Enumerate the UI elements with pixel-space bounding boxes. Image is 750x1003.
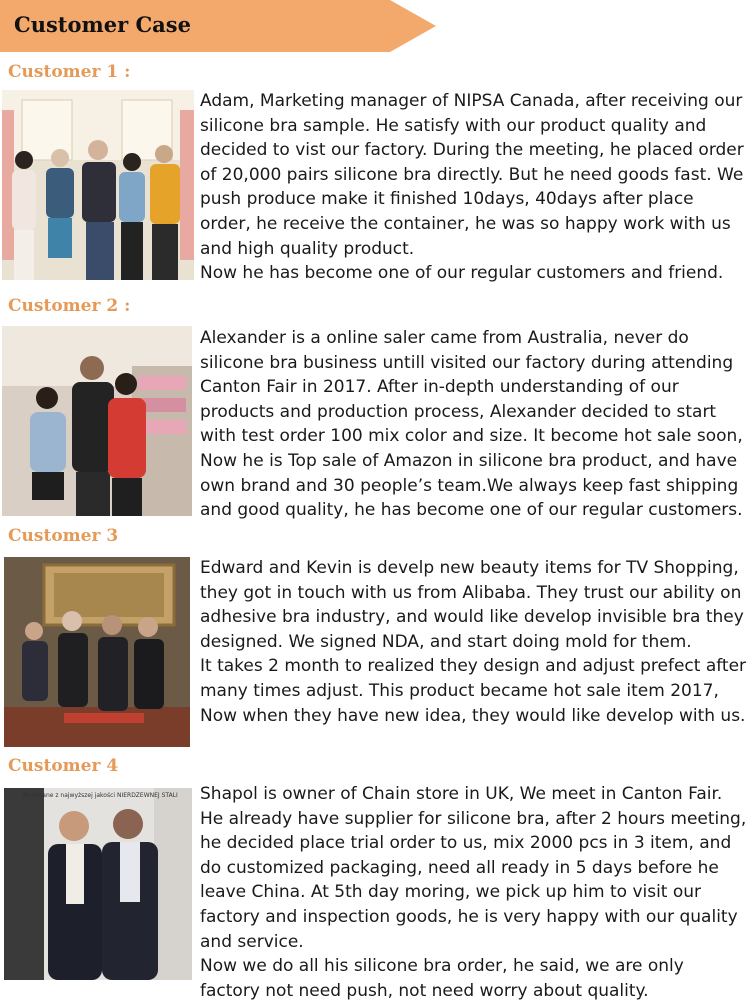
case-label-3: Customer 3 — [8, 526, 119, 546]
customer-3-photo — [4, 557, 190, 747]
page-title: Customer Case — [14, 12, 191, 37]
case-4-text — [200, 782, 748, 1003]
photo-sign-text: Wykonane z najwyższej jakości NIERDZEWNEJ STALI — [22, 792, 178, 799]
group-photo-icon — [2, 326, 192, 516]
case-3-text — [200, 556, 748, 728]
case-label-1: Customer 1 : — [8, 62, 131, 82]
case-label-2: Customer 2 : — [8, 296, 131, 316]
case-label-4: Customer 4 — [8, 756, 119, 776]
customer-4-photo — [4, 788, 192, 980]
case-3-paragraph-1: Edward and Kevin is develp new beauty items for TV Shopping, they got in touch with us from Alibaba. They trust our ability on adhesive bra industry, and would like develop invisible bra they designed. We signed NDA, and start doing mold for them. — [200, 558, 744, 652]
customer-1-photo — [2, 90, 194, 280]
case-1-text — [200, 89, 748, 286]
case-3-paragraph-2: It takes 2 month to realized they design and adjust prefect after many times adjust. This product became hot sale item 2017, Now when they have new idea, they would like develop with us. — [200, 656, 747, 726]
group-photo-icon — [4, 788, 192, 980]
case-4-paragraph-1: Shapol is owner of Chain store in UK, We meet in Canton Fair. He already have supplier for silicone bra, after 2 hours meeting, he decided place trial order to us, mix 2000 pcs in 3 item, and do customized packaging, need all ready in 5 days before he leave China. At 5th day moring, we pick up him to visit our factory and inspection goods, he is very happy with our quality and service. — [200, 784, 747, 952]
case-1-paragraph-2: Now he has become one of our regular customers and friend. — [200, 263, 724, 284]
case-4-paragraph-2: Now we do all his silicone bra order, he said, we are only factory not need push, not need worry about quality. — [200, 956, 684, 1001]
group-photo-icon — [2, 90, 194, 280]
case-2-text — [200, 326, 748, 523]
case-1-paragraph-1: Adam, Marketing manager of NIPSA Canada, after receiving our silicone bra sample. He satisfy with our product quality and decided to vist our factory. During the meeting, he placed order of 20,000 pairs silicone bra directly. But he need goods fast. We push produce make it finished 10days, 40days after place order, he receive the container, he was so happy work with us and high quality product. — [200, 91, 744, 259]
customer-2-photo — [2, 326, 192, 516]
case-2-paragraph-1: Alexander is a online saler came from Australia, never do silicone bra business untill visited our factory during attending Canton Fair in 2017. After in-depth understanding of our products and production process, Alexander decided to start with test order 100 mix color and size. It become hot sale soon, Now he is Top sale of Amazon in silicone bra product, and have own brand and 30 people’s team.We always keep fast shipping and good quality, he has become one of our regular customers. — [200, 328, 743, 521]
header-banner — [0, 0, 436, 52]
group-photo-icon — [4, 557, 190, 747]
